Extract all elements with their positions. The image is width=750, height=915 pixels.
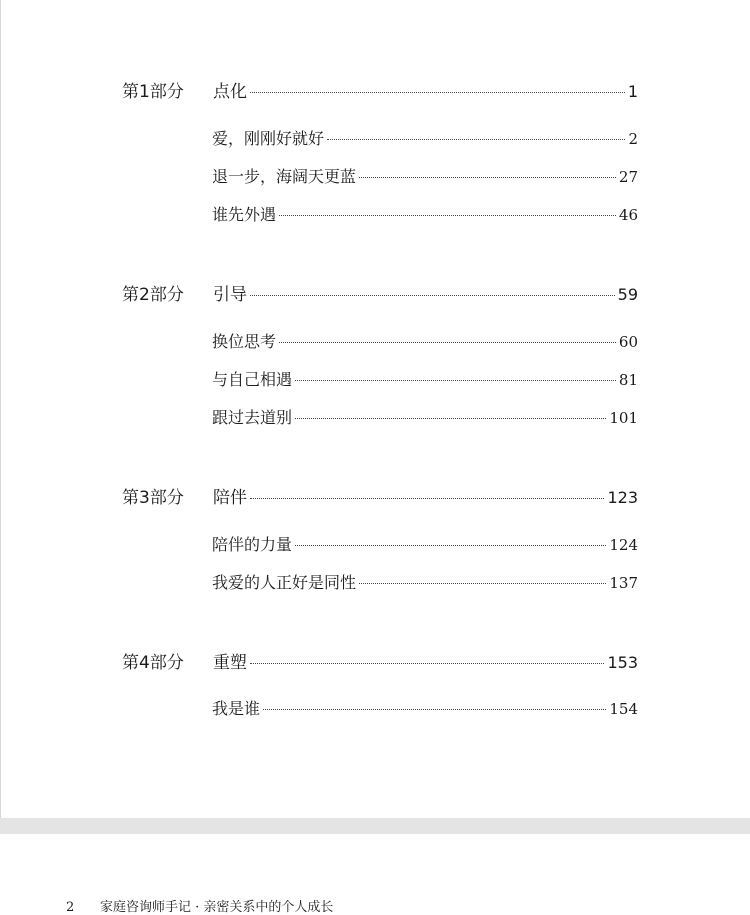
page-number: 1 — [627, 82, 638, 101]
dot-leader — [250, 92, 625, 93]
chapter-title: 陪伴的力量 — [212, 535, 293, 554]
page-number: 124 — [609, 536, 638, 554]
dot-leader — [250, 295, 615, 296]
page-footer — [66, 896, 333, 915]
footer-page-number: 2 — [66, 900, 75, 915]
toc-chapter[interactable] — [212, 126, 638, 149]
chapter-title: 我是谁 — [212, 699, 261, 718]
dot-leader — [359, 177, 616, 178]
page-number: 60 — [618, 333, 638, 351]
chapter-title: 跟过去道别 — [212, 408, 293, 427]
page-number: 154 — [609, 700, 638, 718]
chapter-title: 退一步，海阔天更蓝 — [212, 167, 357, 186]
part-label: 第2部分 — [122, 285, 184, 305]
part-title: 陪伴 — [213, 488, 247, 508]
chapter-title: 爱，刚刚好就好 — [212, 129, 325, 148]
toc-chapter[interactable] — [212, 570, 638, 593]
toc-part-1[interactable] — [122, 77, 638, 102]
toc-chapter[interactable] — [212, 532, 638, 555]
dot-leader — [250, 498, 604, 499]
part-label: 第1部分 — [122, 82, 184, 102]
toc-chapter[interactable] — [212, 202, 638, 225]
toc-chapter[interactable] — [212, 164, 638, 187]
dot-leader — [327, 139, 625, 140]
toc-chapter[interactable] — [212, 696, 638, 719]
dot-leader — [263, 709, 606, 710]
toc-part-3[interactable] — [122, 483, 638, 508]
chapter-title: 与自己相遇 — [212, 370, 293, 389]
page-number: 153 — [607, 653, 638, 672]
toc-chapter[interactable] — [212, 367, 638, 390]
dot-leader — [279, 342, 616, 343]
dot-leader — [295, 380, 616, 381]
page-number: 81 — [618, 371, 638, 389]
page-number: 137 — [609, 574, 638, 592]
page-number: 2 — [628, 130, 638, 148]
part-label: 第3部分 — [122, 488, 184, 508]
dot-leader — [295, 418, 606, 419]
page-separator — [0, 818, 750, 834]
running-title: 家庭咨询师手记 · 亲密关系中的个人成长 — [100, 900, 334, 915]
chapter-title: 谁先外遇 — [212, 205, 277, 224]
toc-chapter[interactable] — [212, 329, 638, 352]
page-number: 46 — [618, 206, 638, 224]
chapter-title: 我爱的人正好是同性 — [212, 573, 357, 592]
toc-chapter[interactable] — [212, 405, 638, 428]
part-title: 引导 — [213, 285, 247, 305]
page-number: 59 — [617, 285, 638, 304]
toc-part-2[interactable] — [122, 280, 638, 305]
toc-part-4[interactable] — [122, 648, 638, 673]
chapter-title: 换位思考 — [212, 332, 277, 351]
part-title: 重塑 — [213, 653, 247, 673]
dot-leader — [250, 663, 604, 664]
part-title: 点化 — [213, 82, 247, 102]
dot-leader — [359, 583, 606, 584]
page-number: 27 — [618, 168, 638, 186]
dot-leader — [295, 545, 606, 546]
page-number: 101 — [609, 409, 638, 427]
page-number: 123 — [607, 488, 638, 507]
part-label: 第4部分 — [122, 653, 184, 673]
dot-leader — [279, 215, 616, 216]
